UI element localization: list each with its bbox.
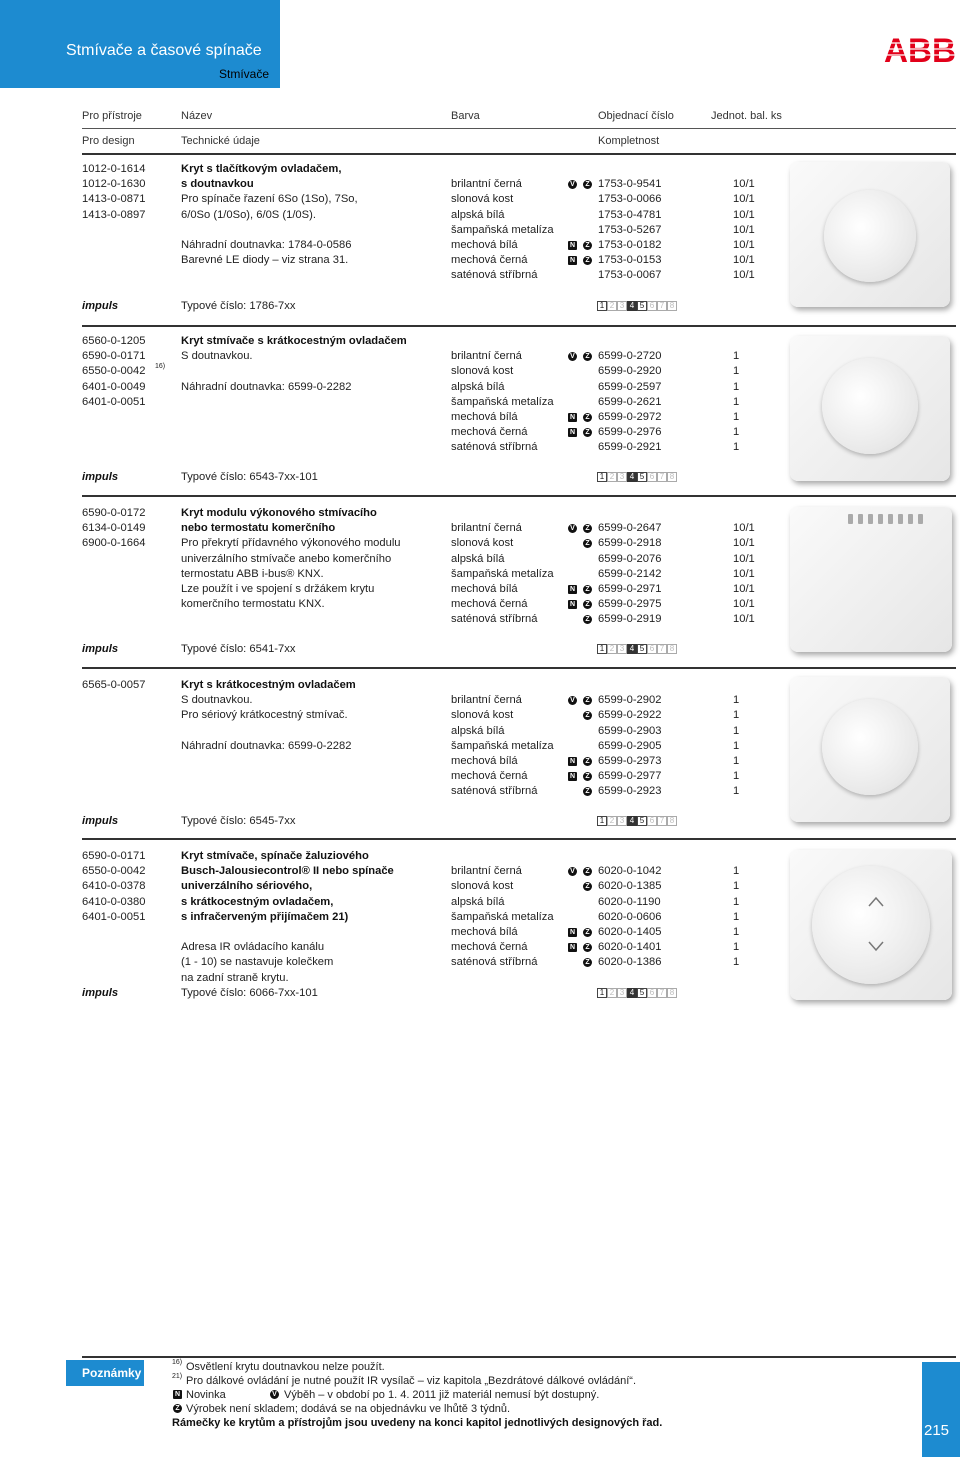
pack-qty: 1 [733, 926, 740, 938]
divider [82, 838, 956, 840]
completeness-box: 5 [637, 816, 647, 826]
notes-label: Poznámky [66, 1360, 144, 1386]
description-line: s krátkocestným ovladačem, [181, 895, 334, 908]
footnote-21: Pro dálkové ovládání je nutné použít IR vysílač – viz kapitola „Bezdrátové dálkové ovládání“. [186, 1375, 637, 1387]
color-name: alpská bílá [451, 724, 505, 737]
page-subtitle: Stmívače [219, 67, 270, 81]
description-line: Náhradní doutnavka: 6599-0-2282 [181, 380, 352, 393]
product-code: 6550-0-0042 [82, 365, 146, 378]
completeness-boxes [597, 816, 677, 826]
description-line: komerčního termostatu KNX. [181, 598, 325, 611]
pack-qty: 1 [733, 350, 740, 363]
description-line: Náhradní doutnavka: 6599-0-2282 [181, 739, 352, 752]
pack-qty: 1 [733, 724, 740, 737]
pack-qty: 1 [733, 770, 740, 783]
type-number: Typové číslo: 6066-7xx-101 [181, 987, 318, 999]
color-name: mechová bílá [451, 926, 518, 938]
order-marker: Z [173, 1404, 182, 1413]
order-marker: Z [583, 882, 592, 891]
pack-qty: 10/1 [733, 239, 755, 251]
product-code: 6565-0-0057 [82, 679, 146, 691]
order-number: 6599-0-2923 [598, 785, 662, 798]
description-line: S doutnavkou. [181, 694, 253, 707]
type-number: Typové číslo: 6543-7xx-101 [181, 471, 318, 483]
svg-text:ABB: ABB [884, 34, 956, 66]
completeness-box: 8 [667, 301, 677, 311]
pack-qty: 10/1 [733, 613, 755, 626]
vent-slots-icon [848, 514, 928, 526]
description-line: Lze použít i ve spojení s držákem krytu [181, 583, 375, 595]
product-image-module-cover [790, 507, 952, 652]
product-code: 1413-0-0871 [82, 193, 146, 206]
order-number: 6599-0-2973 [598, 755, 662, 767]
phaseout-marker: V [270, 1390, 279, 1399]
description-line: 6/0So (1/0So), 6/0S (1/0S). [181, 208, 316, 221]
order-number: 6020-0-1042 [598, 865, 662, 878]
order-number: 6599-0-2902 [598, 694, 662, 707]
col-pro-pristroje: Pro přístroje [82, 110, 142, 122]
type-number: Typové číslo: 6541-7xx [181, 643, 296, 655]
color-name: šampaňská metalíza [451, 223, 554, 236]
pack-qty: 1 [733, 941, 740, 954]
color-name: mechová bílá [451, 239, 518, 251]
completeness-box: 4 [627, 988, 637, 998]
pack-qty: 10/1 [733, 583, 755, 595]
phaseout-marker: V [568, 352, 577, 361]
product-code: 6900-0-1664 [82, 537, 146, 550]
product-code: 6590-0-0171 [82, 850, 146, 862]
completeness-box: 5 [637, 644, 647, 654]
description-line: Náhradní doutnavka: 1784-0-0586 [181, 239, 352, 251]
new-marker: N [569, 242, 576, 249]
completeness-box: 3 [617, 816, 627, 826]
description-line: univerzálního stmívače anebo komerčního [181, 552, 392, 565]
footnote-ref: 16) [155, 363, 166, 371]
color-name: alpská bílá [451, 380, 505, 393]
completeness-box: 1 [597, 644, 607, 654]
pack-qty: 1 [733, 739, 740, 752]
order-number: 6020-0-1190 [598, 895, 661, 908]
completeness-box: 2 [607, 644, 617, 654]
color-name: šampaňská metalíza [451, 567, 554, 580]
divider [82, 667, 956, 669]
color-name: brilantní černá [451, 865, 522, 878]
completeness-box: 8 [667, 472, 677, 482]
impuls-label: impuls [82, 987, 119, 999]
order-number: 6599-0-2976 [598, 426, 662, 439]
impuls-label: impuls [82, 471, 119, 483]
col-pro-design: Pro design [82, 135, 135, 147]
order-number: 1753-0-0153 [598, 254, 662, 267]
order-marker: Z [583, 928, 592, 937]
color-name: alpská bílá [451, 208, 505, 221]
description-line: Kryt modulu výkonového stmívacího [181, 507, 377, 519]
divider [82, 325, 956, 327]
new-marker: N [569, 758, 576, 765]
order-number: 1753-0-0066 [598, 193, 662, 206]
completeness-box: 6 [647, 644, 657, 654]
pack-qty: 1 [733, 910, 740, 923]
order-number: 6599-0-2076 [598, 552, 662, 565]
completeness-box: 7 [657, 301, 667, 311]
color-name: saténová stříbrná [451, 956, 538, 969]
completeness-box: 3 [617, 301, 627, 311]
completeness-box: 2 [607, 816, 617, 826]
completeness-box: 3 [617, 644, 627, 654]
product-code: 1012-0-1630 [82, 178, 146, 191]
new-marker: N [569, 773, 576, 781]
product-code: 1012-0-1614 [82, 163, 146, 175]
completeness-box: 6 [647, 301, 657, 311]
divider [82, 153, 956, 155]
color-name: mechová bílá [451, 755, 518, 767]
order-number: 6599-0-2621 [598, 395, 662, 408]
color-name: mechová černá [451, 426, 528, 439]
order-number: 6599-0-2720 [598, 350, 662, 363]
completeness-box: 1 [597, 301, 607, 311]
product-code: 6401-0-0051 [82, 910, 146, 923]
order-number: 6599-0-2977 [598, 770, 662, 783]
completeness-box: 8 [667, 988, 677, 998]
product-code: 6134-0-0149 [82, 522, 146, 535]
order-number: 6599-0-2922 [598, 709, 662, 722]
new-marker: N [569, 944, 576, 952]
col-barva: Barva [451, 110, 480, 122]
pack-qty: 10/1 [733, 208, 755, 221]
impuls-label: impuls [82, 815, 119, 827]
col-objednaci: Objednací číslo [598, 110, 674, 122]
color-name: slonová kost [451, 709, 514, 722]
completeness-box: 6 [647, 988, 657, 998]
col-nazev: Název [181, 110, 213, 122]
order-marker: Z [583, 428, 592, 437]
order-number: 6599-0-2142 [598, 567, 662, 580]
pack-qty: 1 [733, 694, 740, 707]
order-number: 6020-0-1405 [598, 926, 662, 938]
pack-qty: 1 [733, 365, 740, 378]
impuls-label: impuls [82, 643, 119, 655]
description-line: Kryt stmívače, spínače žaluziového [181, 850, 369, 862]
pack-qty: 1 [733, 380, 740, 393]
completeness-box: 7 [657, 988, 667, 998]
description-line: s infračerveným přijímačem 21) [181, 910, 349, 923]
product-code: 6401-0-0049 [82, 380, 146, 393]
description-line: Pro sériový krátkocestný stmívač. [181, 709, 348, 722]
phaseout-marker: V [568, 867, 577, 876]
pack-qty: 10/1 [733, 178, 755, 191]
divider [82, 128, 956, 129]
description-line: termostatu ABB i-bus® KNX. [181, 567, 324, 580]
pack-qty: 1 [733, 755, 740, 767]
description-line: Pro překrytí přídavného výkonového modulu [181, 537, 401, 550]
order-number: 6599-0-2905 [598, 739, 662, 752]
color-name: brilantní černá [451, 178, 522, 191]
order-number: 6599-0-2903 [598, 724, 662, 737]
completeness-box: 7 [657, 644, 667, 654]
order-marker: Z [583, 958, 592, 967]
pack-qty: 10/1 [733, 223, 755, 236]
description-line: Busch-Jalousiecontrol® II nebo spínače [181, 865, 394, 878]
phaseout-marker: V [568, 696, 577, 705]
product-image-push-cover [790, 162, 950, 307]
product-code: 6410-0-0378 [82, 880, 146, 893]
pack-qty: 1 [733, 411, 740, 423]
col-jednot: Jednot. bal. ks [711, 110, 782, 122]
color-name: mechová černá [451, 941, 528, 954]
pack-qty: 1 [733, 956, 740, 969]
order-number: 6599-0-2920 [598, 365, 662, 378]
color-name: slonová kost [451, 193, 514, 206]
product-code: 1413-0-0897 [82, 208, 146, 221]
order-number: 1753-0-0067 [598, 269, 662, 282]
pack-qty: 1 [733, 865, 740, 878]
completeness-box: 3 [617, 472, 627, 482]
order-marker: Z [583, 585, 592, 594]
product-code: 6550-0-0042 [82, 865, 146, 878]
description-line: Barevné LE diody – viz strana 31. [181, 254, 349, 267]
pack-qty: 1 [733, 426, 740, 439]
order-number: 1753-0-5267 [598, 223, 662, 236]
pack-qty: 10/1 [733, 567, 755, 580]
new-marker: N [569, 257, 576, 265]
footnote-mark: 16) [172, 1359, 183, 1366]
pack-qty: 1 [733, 709, 740, 722]
color-name: saténová stříbrná [451, 613, 538, 626]
divider [82, 1356, 956, 1358]
description-line: s doutnavkou [181, 178, 254, 191]
order-marker: Z [583, 787, 592, 796]
notes-bold: Rámečky ke krytům a přístrojům jsou uvedeny na konci kapitol jednotlivých designových řad. [172, 1417, 663, 1429]
completeness-box: 2 [607, 988, 617, 998]
abb-logo [884, 34, 956, 66]
description-line: nebo termostatu komerčního [181, 522, 336, 535]
completeness-box: 4 [627, 301, 637, 311]
color-name: brilantní černá [451, 694, 522, 707]
col-kompletnost: Kompletnost [598, 135, 660, 147]
completeness-boxes [597, 301, 677, 311]
description-line: Pro spínače řazení 6So (1So), 7So, [181, 193, 358, 206]
completeness-box: 8 [667, 644, 677, 654]
order-marker: Z [583, 867, 592, 876]
description-line: Adresa IR ovládacího kanálu [181, 941, 325, 954]
color-name: alpská bílá [451, 552, 505, 565]
color-name: mechová bílá [451, 411, 518, 423]
completeness-boxes [597, 988, 677, 998]
footnote-16: Osvětlení krytu doutnavkou nelze použít. [186, 1361, 385, 1373]
type-number: Typové číslo: 1786-7xx [181, 300, 296, 312]
completeness-box: 5 [637, 301, 647, 311]
color-name: saténová stříbrná [451, 269, 538, 282]
description-line: Kryt stmívače s krátkocestným ovladačem [181, 335, 407, 347]
completeness-box: 5 [637, 988, 647, 998]
pack-qty: 10/1 [733, 598, 755, 611]
pack-qty: 1 [733, 895, 740, 908]
completeness-box: 1 [597, 988, 607, 998]
legend-novinka: Novinka [186, 1389, 226, 1401]
order-number: 1753-0-9541 [598, 178, 662, 191]
pack-qty: 1 [733, 785, 740, 798]
pack-qty: 10/1 [733, 193, 755, 206]
description-line: Kryt s tlačítkovým ovladačem, [181, 163, 342, 175]
description-line: Kryt s krátkocestným ovladačem [181, 679, 356, 691]
product-code: 6401-0-0051 [82, 395, 146, 408]
footnote-mark: 21) [172, 1373, 183, 1380]
pack-qty: 1 [733, 395, 740, 408]
color-name: slonová kost [451, 537, 514, 550]
completeness-box: 1 [597, 472, 607, 482]
legend-order: Výrobek není skladem; dodává se na objednávku ve lhůtě 3 týdnů. [186, 1403, 511, 1415]
color-name: šampaňská metalíza [451, 739, 554, 752]
color-name: mechová bílá [451, 583, 518, 595]
product-code: 6590-0-0172 [82, 507, 146, 519]
arrow-icons [866, 890, 886, 960]
order-marker: Z [583, 757, 592, 766]
completeness-box: 6 [647, 816, 657, 826]
order-number: 6599-0-2918 [598, 537, 662, 550]
completeness-box: 2 [607, 472, 617, 482]
new-marker: N [174, 1391, 181, 1398]
color-name: mechová černá [451, 770, 528, 783]
color-name: slonová kost [451, 880, 514, 893]
completeness-boxes [597, 472, 677, 482]
new-marker: N [569, 429, 576, 437]
order-marker: Z [583, 413, 592, 422]
product-code: 6410-0-0380 [82, 895, 146, 908]
order-marker: Z [583, 943, 592, 952]
new-marker: N [569, 601, 576, 609]
impuls-label: impuls [82, 300, 119, 312]
product-image-ir-cover [790, 850, 952, 1000]
product-image-short-dimmer [790, 677, 950, 822]
order-marker: Z [583, 524, 592, 533]
order-number: 6020-0-1401 [598, 941, 662, 954]
completeness-box: 7 [657, 472, 667, 482]
order-marker: Z [583, 772, 592, 781]
completeness-box: 7 [657, 816, 667, 826]
color-name: šampaňská metalíza [451, 395, 554, 408]
page-number-band [922, 1362, 960, 1457]
new-marker: N [569, 929, 576, 936]
order-number: 6020-0-1386 [598, 956, 662, 969]
order-marker: Z [583, 539, 592, 548]
completeness-box: 5 [637, 472, 647, 482]
pack-qty: 10/1 [733, 522, 755, 535]
color-name: mechová černá [451, 598, 528, 611]
color-name: šampaňská metalíza [451, 910, 554, 923]
order-number: 6599-0-2972 [598, 411, 662, 423]
pack-qty: 1 [733, 880, 740, 893]
color-name: brilantní černá [451, 350, 522, 363]
color-name: brilantní černá [451, 522, 522, 535]
pack-qty: 1 [733, 441, 740, 454]
phaseout-marker: V [568, 180, 577, 189]
completeness-box: 4 [627, 644, 637, 654]
description-line: univerzálního sériového, [181, 880, 313, 893]
order-number: 6599-0-2919 [598, 613, 662, 626]
completeness-box: 4 [627, 816, 637, 826]
pack-qty: 10/1 [733, 254, 755, 267]
col-tech: Technické údaje [181, 135, 260, 147]
order-number: 6599-0-2647 [598, 522, 662, 535]
completeness-box: 4 [627, 472, 637, 482]
order-marker: Z [583, 615, 592, 624]
page-number: 215 [924, 1422, 950, 1439]
order-number: 6599-0-2971 [598, 583, 662, 595]
completeness-box: 2 [607, 301, 617, 311]
order-marker: Z [583, 241, 592, 250]
order-number: 6599-0-2975 [598, 598, 662, 611]
color-name: saténová stříbrná [451, 785, 538, 798]
order-marker: Z [583, 352, 592, 361]
description-line: S doutnavkou. [181, 350, 253, 363]
completeness-box: 6 [647, 472, 657, 482]
order-number: 6599-0-2597 [598, 380, 662, 393]
divider [82, 495, 956, 497]
order-marker: Z [583, 696, 592, 705]
color-name: alpská bílá [451, 895, 505, 908]
order-number: 6020-0-0606 [598, 910, 662, 923]
new-marker: N [569, 586, 576, 593]
order-marker: Z [583, 180, 592, 189]
new-marker: N [569, 414, 576, 421]
order-number: 1753-0-0182 [598, 239, 662, 251]
completeness-box: 1 [597, 816, 607, 826]
color-name: mechová černá [451, 254, 528, 267]
product-code: 6590-0-0171 [82, 350, 146, 363]
order-number: 1753-0-4781 [598, 208, 662, 221]
order-marker: Z [583, 256, 592, 265]
completeness-box: 3 [617, 988, 627, 998]
page-title: Stmívače a časové spínače [66, 42, 262, 59]
order-number: 6599-0-2921 [598, 441, 662, 454]
completeness-boxes [597, 644, 677, 654]
type-number: Typové číslo: 6545-7xx [181, 815, 296, 827]
pack-qty: 10/1 [733, 269, 755, 282]
phaseout-marker: V [568, 524, 577, 533]
order-number: 6020-0-1385 [598, 880, 662, 893]
pack-qty: 10/1 [733, 537, 755, 550]
color-name: saténová stříbrná [451, 441, 538, 454]
color-name: slonová kost [451, 365, 514, 378]
description-line: na zadní straně krytu. [181, 971, 289, 984]
product-code: 6560-0-1205 [82, 335, 146, 347]
legend-vybeh: Výběh – v období po 1. 4. 2011 již materiál nemusí být dostupný. [284, 1389, 600, 1401]
description-line: (1 - 10) se nastavuje kolečkem [181, 956, 334, 969]
pack-qty: 10/1 [733, 552, 755, 565]
completeness-box: 8 [667, 816, 677, 826]
order-marker: Z [583, 711, 592, 720]
order-marker: Z [583, 600, 592, 609]
product-image-dimmer-cover [790, 336, 950, 481]
